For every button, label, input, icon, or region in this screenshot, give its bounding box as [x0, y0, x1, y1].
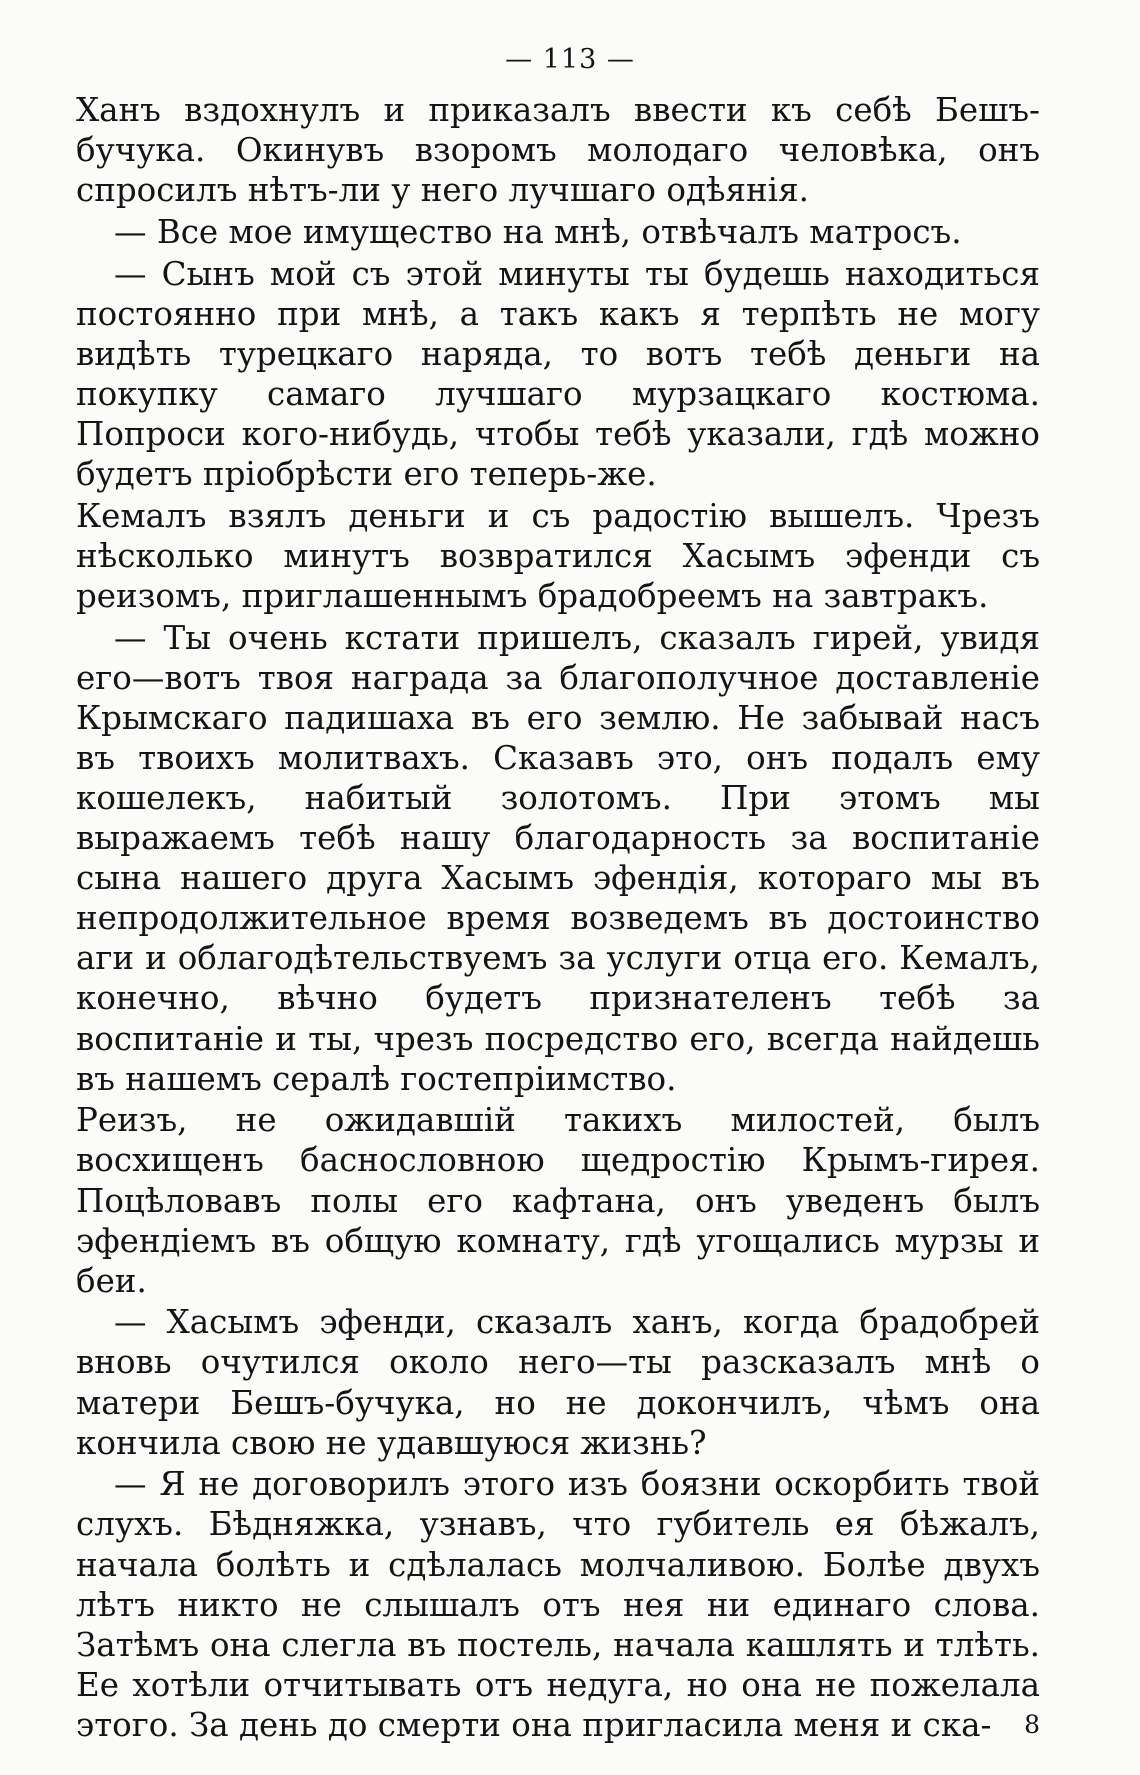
paragraph-1: Ханъ вздохнулъ и приказалъ ввести къ себѣ Бешъ-бучука. Окинувъ взоромъ молодаго человѣка, онъ спросилъ нѣтъ-ли у него лучшаго одѣянія.: [76, 91, 1040, 210]
paragraph-7: — Хасымъ эфенди, сказалъ ханъ, когда брадобрей вновь очутился около него—ты разсказалъ мнѣ о матери Бешъ-бучука, но не докончилъ, чѣмъ она кончила свою не удавшуюся жизнь?: [76, 1303, 1040, 1462]
paragraph-8: — Я не договорилъ этого изъ боязни оскорбить твой слухъ. Бѣдняжка, узнавъ, что губитель ея бѣжалъ, начала болѣть и сдѣлалась молчаливою. Болѣе двухъ лѣтъ никто не слышалъ отъ нея ни единаго слова. Затѣмъ она слегла въ постель, начала кашлять и тлѣть. Ее хотѣли отчитывать отъ недуга, но она не пожелала этого. За день до смерти она пригласила меня и ска-: [76, 1465, 1040, 1744]
paragraph-4: Кемалъ взялъ деньги и съ радостію вышелъ. Чрезъ нѣсколько минутъ возвратился Хасымъ эфенди съ реизомъ, приглашеннымъ брадобреемъ на завтракъ.: [76, 496, 1040, 615]
paragraph-3: — Сынъ мой съ этой минуты ты будешь находиться постоянно при мнѣ, а такъ какъ я терпѣть не могу видѣть турецкаго наряда, то вотъ тебѣ деньги на покупку самаго лучшаго мурзацкаго костюма. Попроси кого-нибудь, чтобы тебѣ указали, гдѣ можно будетъ пріобрѣсти его теперь-же.: [76, 254, 1040, 494]
paragraph-6: Реизъ, не ожидавшій такихъ милостей, былъ восхищенъ баснословною щедростію Крымъ-гирея. Поцѣловавъ полы его кафтана, онъ уведенъ былъ эфендіемъ въ общую комнату, гдѣ угощались мурзы и беи.: [76, 1101, 1040, 1300]
body-text: [76, 90, 1040, 1747]
signature-mark: 8: [1024, 1710, 1040, 1739]
page-number: — 113 —: [505, 44, 635, 75]
paragraph-5: — Ты очень кстати пришелъ, сказалъ гирей, увидя его—вотъ твоя награда за благополучное доставленіе Крымскаго падишаха въ его землю. Не забывай насъ въ твоихъ молитвахъ. Сказавъ это, онъ подалъ ему кошелекъ, набитый золотомъ. При этомъ мы выражаемъ тебѣ нашу благодарность за воспитаніе сына нашего друга Хасымъ эфендія, котораго мы въ непродолжительное время возведемъ въ достоинство аги и облагодѣтельствуемъ за услуги отца его. Кемалъ, конечно, вѣчно будетъ признателенъ тебѣ за воспитаніе и ты, чрезъ посредство его, всегда найдешь въ нашемъ сералѣ гостепріимство.: [76, 618, 1040, 1098]
paragraph-2: — Все мое имущество на мнѣ, отвѣчалъ матросъ.: [114, 212, 962, 251]
